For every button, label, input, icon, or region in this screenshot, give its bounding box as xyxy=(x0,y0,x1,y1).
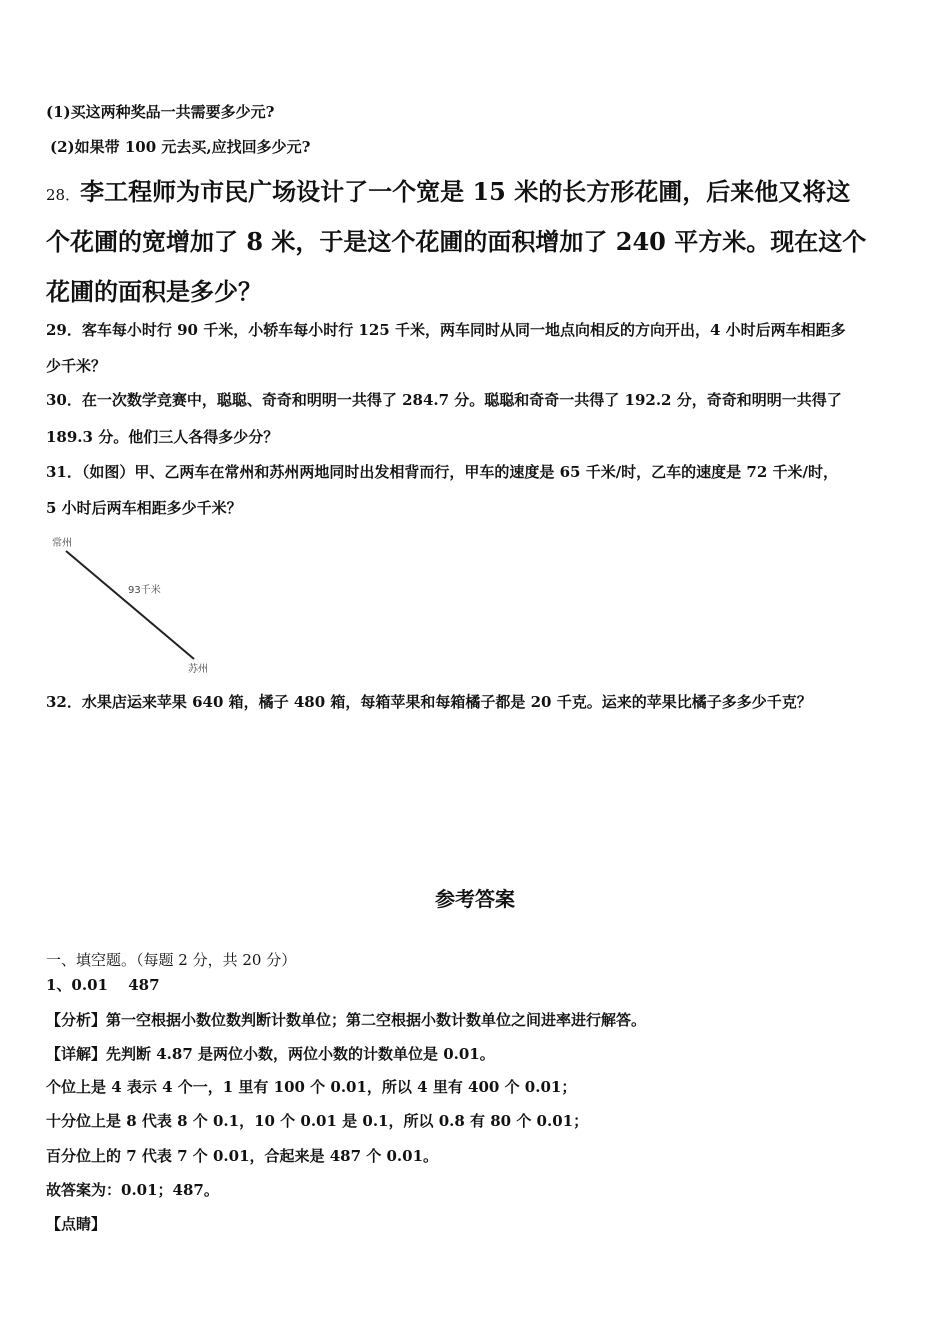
distance-label: 93千米 xyxy=(128,585,161,596)
question-28-text-1: 李工程师为市民广场设计了一个宽是 15 米的长方形花圃，后来他又将这 xyxy=(80,177,851,206)
answers-title: 参考答案 xyxy=(435,887,515,911)
question-28-line-2: 个花圃的宽增加了 8 米，于是这个花圃的面积增加了 240 平方米。现在这个 xyxy=(46,227,867,256)
question-30-line-1: 30．在一次数学竞赛中，聪聪、奇奇和明明一共得了 284.7 分。聪聪和奇奇一共得了 192.2 分，奇奇和明明一共得了 xyxy=(46,391,842,409)
answer-analysis: 【分析】第一空根据小数位数判断计数单位；第二空根据小数计数单位之间进率进行解答。 xyxy=(46,1011,647,1029)
question-31-line-2: 5 小时后两车相距多少千米？ xyxy=(46,499,242,517)
question-27-part-2: (2)如果带 100 元去买,应找回多少元? xyxy=(50,138,311,156)
question-28-line-1 xyxy=(46,176,850,211)
suzhou-label: 苏州 xyxy=(188,664,208,675)
answers-section-heading: 一、填空题。（每题 2 分，共 20 分） xyxy=(46,951,297,969)
answer-comment: 【点睛】 xyxy=(46,1215,107,1233)
question-30-line-2: 189.3 分。他们三人各得多少分？ xyxy=(46,428,279,446)
answer-step-3: 百分位上的 7 代表 7 个 0.01，合起来是 487 个 0.01。 xyxy=(46,1147,439,1165)
answer-step-2: 十分位上是 8 代表 8 个 0.1，10 个 0.01 是 0.1，所以 0.8 有 80 个 0.01； xyxy=(46,1112,589,1130)
route-diagram xyxy=(46,534,226,676)
question-28-line-3: 花圃的面积是多少？ xyxy=(46,277,262,306)
answer-conclusion: 故答案为：0.01；487。 xyxy=(46,1181,219,1199)
question-29-line-2: 少千米？ xyxy=(46,357,107,375)
answer-detail: 【详解】先判断 4.87 是两位小数，两位小数的计数单位是 0.01。 xyxy=(46,1045,495,1063)
changzhou-label: 常州 xyxy=(52,538,72,549)
answer-item-1: 1、0.01 487 xyxy=(46,976,160,994)
question-31-line-1: 31．（如图）甲、乙两车在常州和苏州两地同时出发相背而行，甲车的速度是 65 千米/时，乙车的速度是 72 千米/时， xyxy=(46,463,838,481)
question-32: 32．水果店运来苹果 640 箱，橘子 480 箱，每箱苹果和每箱橘子都是 20 千克。运来的苹果比橘子多多少千克？ xyxy=(46,693,812,711)
question-29-line-1: 29．客车每小时行 90 千米，小轿车每小时行 125 千米，两车同时从同一地点向相反的方向开出，4 小时后两车相距多 xyxy=(46,321,846,339)
route-line xyxy=(66,551,194,659)
question-28-number: 28． xyxy=(46,186,81,204)
question-27-part-1: (1)买这两种奖品一共需要多少元? xyxy=(46,103,275,121)
answer-step-1: 个位上是 4 表示 4 个一，1 里有 100 个 0.01，所以 4 里有 400 个 0.01； xyxy=(46,1078,577,1096)
